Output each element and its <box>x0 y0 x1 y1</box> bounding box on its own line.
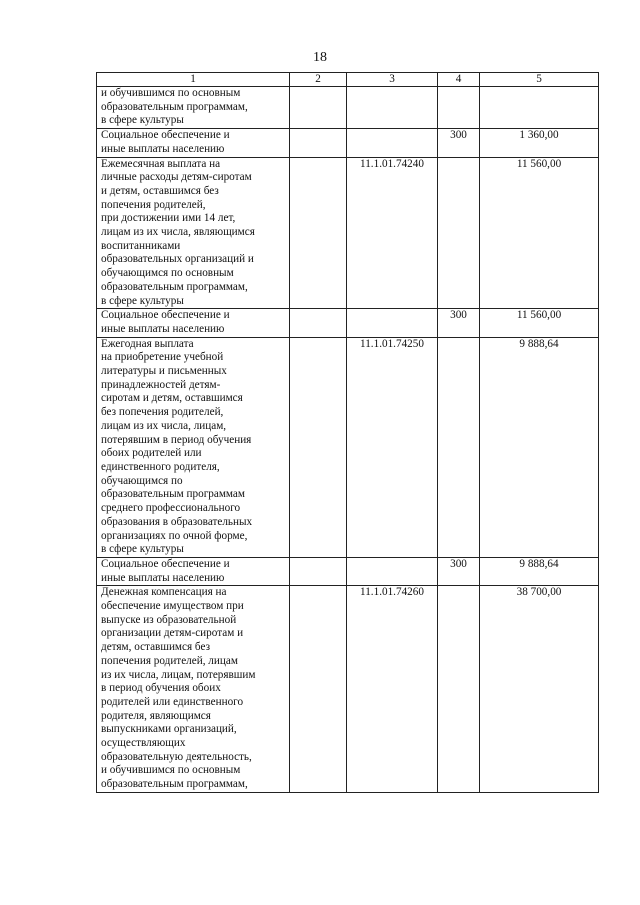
row-amount-cell: 9 888,64 <box>480 337 599 557</box>
page-number: 18 <box>313 50 327 65</box>
row-col2-cell <box>290 309 347 337</box>
column-header-2: 2 <box>290 73 347 87</box>
row-kind-cell <box>438 87 480 129</box>
table-row <box>97 586 599 793</box>
row-kind-cell <box>438 586 480 793</box>
table-row <box>97 157 599 309</box>
row-col2-cell <box>290 586 347 793</box>
column-header-4: 4 <box>438 73 480 87</box>
row-col2-cell <box>290 337 347 557</box>
table-row <box>97 129 599 157</box>
row-name-cell: Социальное обеспечение и иные выплаты населению <box>97 129 290 157</box>
table-body <box>97 87 599 793</box>
row-amount-cell: 11 560,00 <box>480 157 599 309</box>
row-amount-cell <box>480 87 599 129</box>
row-name-cell: и обучившимся по основным образовательным программам, в сфере культуры <box>97 87 290 129</box>
budget-table <box>96 72 599 793</box>
row-code-cell <box>347 129 438 157</box>
row-name-cell: Социальное обеспечение и иные выплаты населению <box>97 309 290 337</box>
row-amount-cell: 9 888,64 <box>480 557 599 585</box>
table-row <box>97 87 599 129</box>
row-name-cell: Ежемесячная выплата на личные расходы детям-сиротам и детям, оставшимся без попечения родителей, при достижении ими 14 лет, лицам из их числа, являющимся воспитанниками образовательных организаций и обучающимся по основным образовательным программам, в сфере культуры <box>97 157 290 309</box>
row-col2-cell <box>290 129 347 157</box>
table-row <box>97 337 599 557</box>
column-header-5: 5 <box>480 73 599 87</box>
row-amount-cell: 38 700,00 <box>480 586 599 793</box>
row-name-cell: Денежная компенсация на обеспечение имуществом при выпуске из образовательной организации детям-сиротам и детям, оставшимся без попечения родителей, лицам из их числа, лицам, потерявшим в период обучения обоих родителей или единственного родителя, являющимся выпускниками организаций, осуществляющих образовательную деятельность, и обучившимся по основным образовательным программам, <box>97 586 290 793</box>
row-name-cell: Ежегодная выплата на приобретение учебной литературы и письменных принадлежностей детям- сиротам и детям, оставшимся без попечения родителей, лицам из их числа, лицам, потерявшим в период обучения обоих родителей или единственного родителя, обучающимся по образовательным программам среднего профессионального образования в образовательных организациях по очной форме, в сфере культуры <box>97 337 290 557</box>
column-header-1: 1 <box>97 73 290 87</box>
row-kind-cell: 300 <box>438 129 480 157</box>
row-code-cell <box>347 309 438 337</box>
row-amount-cell: 1 360,00 <box>480 129 599 157</box>
row-name-cell: Социальное обеспечение и иные выплаты населению <box>97 557 290 585</box>
column-header-3: 3 <box>347 73 438 87</box>
row-amount-cell: 11 560,00 <box>480 309 599 337</box>
row-col2-cell <box>290 87 347 129</box>
table-row <box>97 309 599 337</box>
row-kind-cell <box>438 157 480 309</box>
table-row <box>97 557 599 585</box>
row-code-cell: 11.1.01.74240 <box>347 157 438 309</box>
row-col2-cell <box>290 157 347 309</box>
row-kind-cell: 300 <box>438 309 480 337</box>
row-code-cell: 11.1.01.74250 <box>347 337 438 557</box>
row-kind-cell <box>438 337 480 557</box>
table-header-row <box>97 73 599 87</box>
row-code-cell <box>347 557 438 585</box>
row-code-cell <box>347 87 438 129</box>
row-kind-cell: 300 <box>438 557 480 585</box>
row-code-cell: 11.1.01.74260 <box>347 586 438 793</box>
row-col2-cell <box>290 557 347 585</box>
